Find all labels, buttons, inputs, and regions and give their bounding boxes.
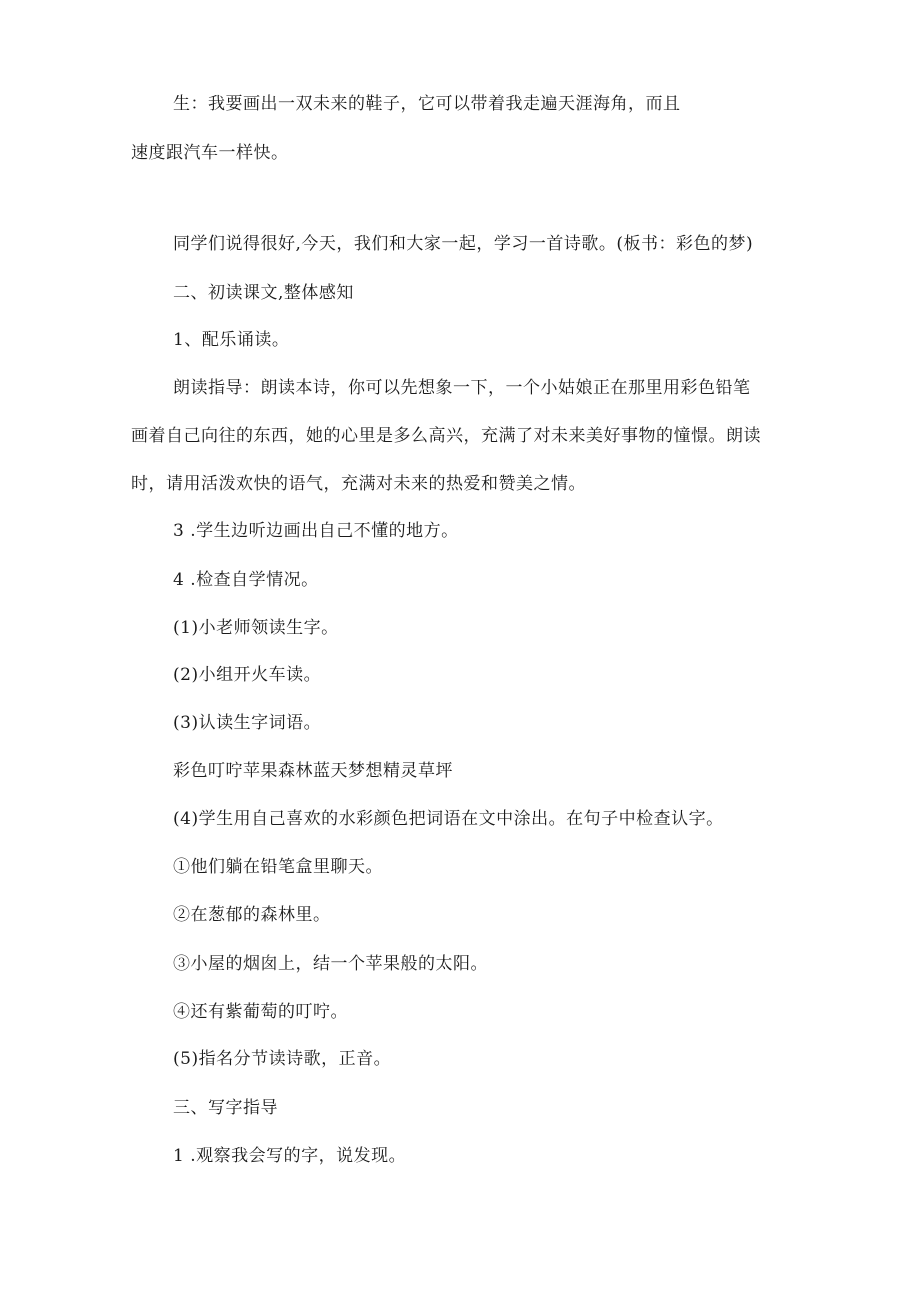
sub-item-4: (4)学生用自己喜欢的水彩颜色把词语在文中涂出。在句子中检查认字。 xyxy=(173,809,724,829)
list-item-3: 3 .学生边听边画出自己不懂的地方。 xyxy=(173,521,459,541)
sentence-4: ④还有紫葡萄的叮咛。 xyxy=(173,1002,348,1022)
section-heading-3: 三、写字指导 xyxy=(173,1098,278,1118)
paragraph-student-answer-line1: 生：我要画出一双未来的鞋子，它可以带着我走遍天涯海角，而且 xyxy=(173,94,681,114)
writing-item-1: 1 .观察我会写的字，说发现。 xyxy=(173,1146,407,1166)
sentence-2: ②在葱郁的森林里。 xyxy=(173,905,331,925)
section-heading-2: 二、初读课文,整体感知 xyxy=(173,283,354,303)
sub-item-5: (5)指名分节读诗歌，正音。 xyxy=(173,1049,392,1069)
sub-item-2: (2)小组开火车读。 xyxy=(173,665,322,685)
sub-item-3: (3)认读生字词语。 xyxy=(173,713,322,733)
list-item-4: 4 .检查自学情况。 xyxy=(173,570,319,590)
list-item-1: 1、配乐诵读。 xyxy=(173,330,290,350)
paragraph-reading-guide-line2: 画着自己向往的东西，她的心里是多么高兴，充满了对未来美好事物的憧憬。朗读 xyxy=(131,426,761,446)
paragraph-reading-guide-line3: 时，请用活泼欢快的语气，充满对未来的热爱和赞美之情。 xyxy=(131,474,586,494)
sentence-3: ③小屋的烟囱上，结一个苹果般的太阳。 xyxy=(173,954,488,974)
paragraph-teacher-intro: 同学们说得很好,今天，我们和大家一起，学习一首诗歌。(板书：彩色的梦) xyxy=(173,234,754,254)
sentence-1: ①他们躺在铅笔盒里聊天。 xyxy=(173,857,383,877)
sub-item-1: (1)小老师领读生字。 xyxy=(173,618,339,638)
paragraph-reading-guide-line1: 朗读指导：朗读本诗，你可以先想象一下，一个小姑娘正在那里用彩色铅笔 xyxy=(173,378,751,398)
vocabulary-list: 彩色叮咛苹果森林蓝天梦想精灵草坪 xyxy=(173,761,453,781)
paragraph-student-answer-line2: 速度跟汽车一样快。 xyxy=(131,143,289,163)
